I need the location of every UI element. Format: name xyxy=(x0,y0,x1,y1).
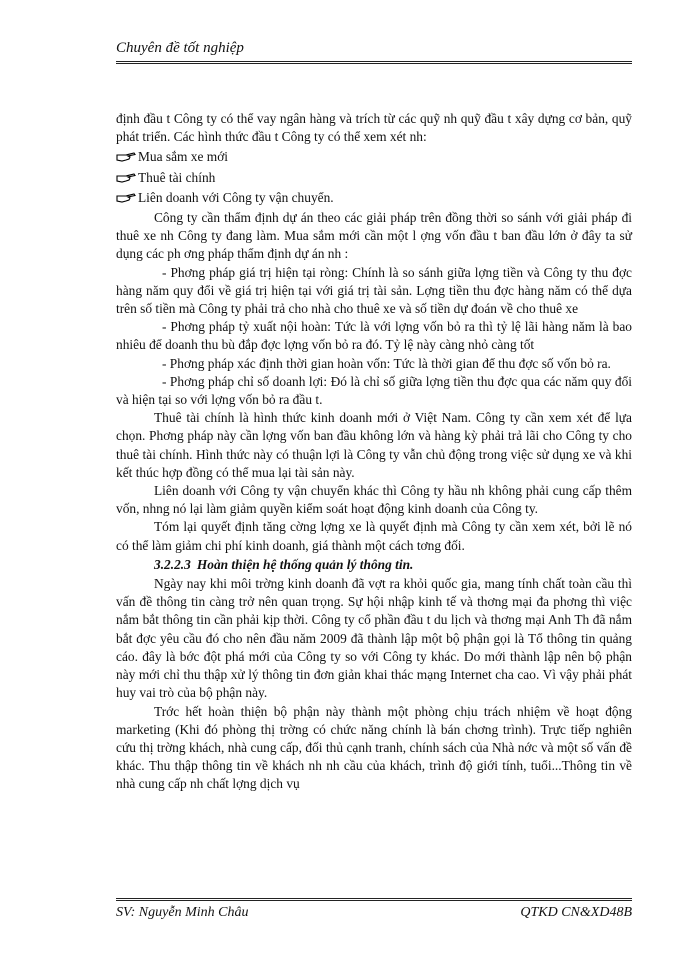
section-title: Hoàn thiện hệ thống quản lý thông tin. xyxy=(196,556,414,572)
method-paragraph: - Phơng pháp tỷ xuất nội hoàn: Tức là với lợng vốn bỏ ra thì tỷ lệ lãi hàng năm là bao nhiêu để doanh thu bù đắp đợc lợng vốn bỏ ra đó. Tỷ lệ này càng nhỏ càng tốt xyxy=(116,319,632,353)
section-heading xyxy=(116,556,632,574)
bullet-item xyxy=(116,148,632,166)
pointing-hand-icon xyxy=(116,171,138,185)
paragraph: Liên doanh với Công ty vận chuyển khác thì Công ty hầu nh không phải cung cấp thêm vốn, nhng nó lại làm giảm quyền kiểm soát hoạt động kinh doanh của Công ty. xyxy=(116,483,632,517)
footer-author: SV: Nguyễn Minh Châu xyxy=(116,905,249,920)
page-header xyxy=(116,40,632,64)
bullet-text: Mua sắm xe mới xyxy=(138,149,229,165)
method-paragraph: - Phơng pháp chỉ số doanh lợi: Đó là chỉ số giữa lợng tiền thu đợc qua các năm quy đổi và hiện tại so với lợng vốn bỏ ra đầu t. xyxy=(116,373,632,408)
bullet-item xyxy=(116,169,632,187)
method-paragraph: - Phơng pháp xác định thời gian hoàn vốn: Tức là thời gian để thu đợc số vốn bỏ ra. xyxy=(162,355,611,371)
paragraph: Trớc hết hoàn thiện bộ phận này thành một phòng chịu trách nhiệm về hoạt động marketing (Khi đó phòng thị trờng có chức năng chính là bán chơng trình). Trực tiếp nghiên cứu thị trờng khách, nhà cung cấp, đối thủ cạnh tranh, chính sách của Nhà nớc và một số vấn đề khác. Thu thập thông tin về khách nh nh cầu của khách, trình độ giới tính, tuổi...Thông tin về nhà cung cấp nh chất lợng dịch vụ xyxy=(116,703,632,792)
page-content xyxy=(116,110,632,794)
page-footer xyxy=(116,898,632,921)
pointing-hand-icon xyxy=(116,191,138,205)
method-paragraph: - Phơng pháp giá trị hiện tại ròng: Chính là so sánh giữa lợng tiền và Công ty thu đợc hàng năm quy đổi về giá trị hiện tại với giá trị tài sản. Lợng tiền thu đợc hàng năm có thể dựa trên số tiền mà Công ty phải trả cho nhà cho thuê xe và số tiền dự đoán về cho thuê xe xyxy=(116,264,632,317)
bullet-text: Thuê tài chính xyxy=(138,169,216,185)
intro-paragraph: định đầu t Công ty có thể vay ngân hàng và trích từ các quỹ nh quỹ đầu t xây dựng cơ bản, quỹ phát triển. Các hình thức đầu t Công ty có thể xem xét nh: xyxy=(116,111,632,145)
paragraph: Ngày nay khi môi trờng kinh doanh đã vợt ra khỏi quốc gia, mang tính chất toàn cầu thì vấn đề thông tin càng trở nên quan trọng. Sự hội nhập kinh tế và thơng mại đa phơng thì việc nắm bắt thông tin cần phải kịp thời. Công ty cổ phần đầu t du lịch và thơng mại Anh Th đã nắm bắt đợc yêu cầu đó cho nên đầu năm 2009 đã thành lập một bộ phận gọi là Tổ thông tin quảng cáo. đây là bớc đột phá mới của Công ty so với Công ty khác. Do mới thành lập nên bộ phận này mới chỉ thu thập xử lý thông tin đơn giản khai thác mạng Internet cha cao. Vì vậy phải phát huy vai trò của bộ phận này. xyxy=(116,576,632,701)
bullet-text: Liên doanh với Công ty vận chuyển. xyxy=(138,189,334,205)
paragraph: Tóm lại quyết định tăng cờng lợng xe là quyết định mà Công ty cần xem xét, bởi lẽ nó có thể làm giảm chi phí kinh doanh, giá thành một cách tơng đối. xyxy=(116,519,632,553)
bullet-item xyxy=(116,189,632,207)
paragraph: Thuê tài chính là hình thức kinh doanh mới ở Việt Nam. Công ty cần xem xét để lựa chọn. Phơng pháp này cần lợng vốn ban đầu không lớn và hàng kỳ phải trả lãi cho Công ty cho thuê tài chính. Hình thức này có thuận lợi là Công ty vẫn chủ động trong việc sử dụng xe và khi kết thúc hợp đồng có thể mua lại tài sản này. xyxy=(116,410,632,480)
paragraph: Công ty cần thẩm định dự án theo các giải pháp trên đồng thời so sánh với giải pháp đi thuê xe nh Công ty đang làm. Mua sắm mới cần một l ợng vốn đầu t ban đầu lớn ở đây ta sử dụng các ph ơng pháp thẩm định dự án nh : xyxy=(116,210,632,262)
section-number: 3.2.2.3 xyxy=(154,556,191,572)
footer-class-code: QTKD CN&XD48B xyxy=(520,905,632,920)
bullet-list xyxy=(116,148,632,207)
header-title: Chuyên đề tốt nghiệp xyxy=(116,40,244,56)
pointing-hand-icon xyxy=(116,150,138,164)
